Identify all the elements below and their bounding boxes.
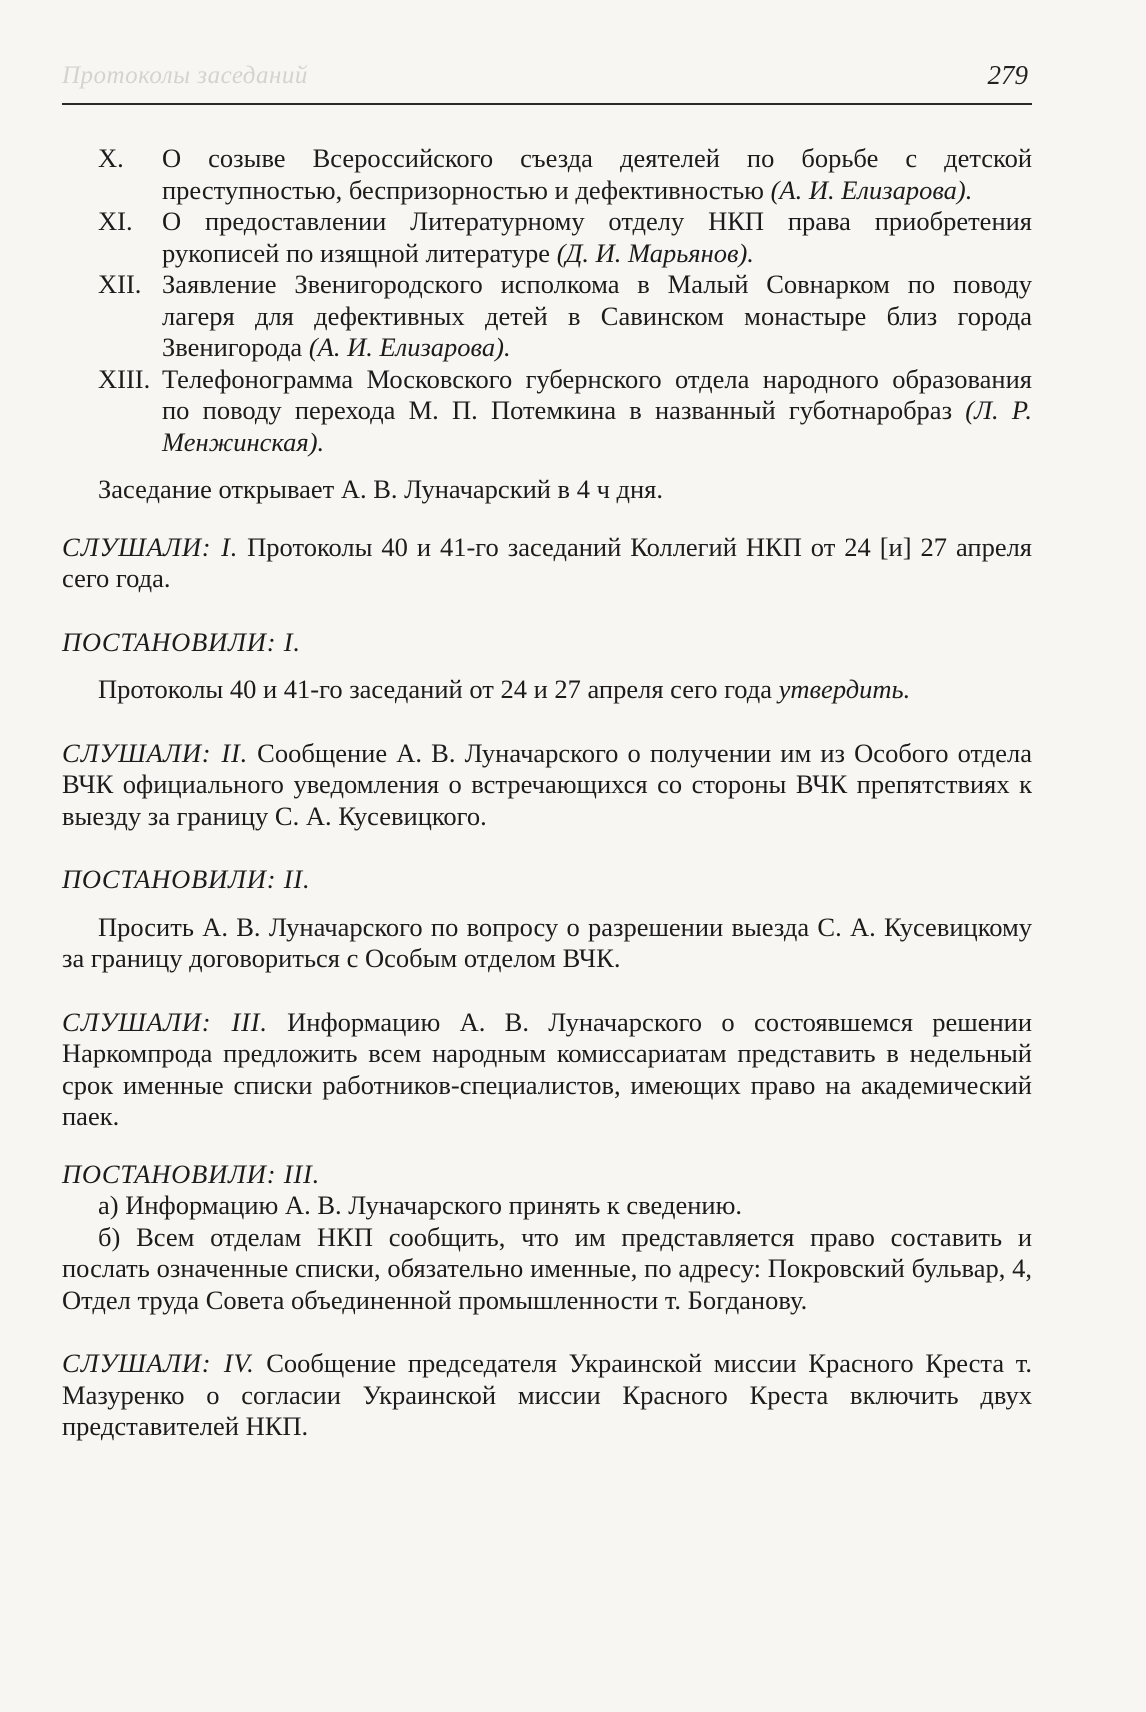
agenda-speaker: (Л. Р. Менжинская). [162,395,1033,457]
running-title: Протоколы заседаний [62,62,308,89]
resolved-1-label: ПОСТАНОВИЛИ: I. [62,626,301,657]
agenda-speaker: (А. И. Елизарова). [308,332,511,362]
agenda-text: О предоставлении Литературному отделу НКП права приобретения рукописей по изящной литературе (Д. И. Марьянов). [162,206,1032,268]
agenda-number: XI. [98,206,133,236]
heard-1: СЛУШАЛИ: I. Протоколы 40 и 41-го заседаний Коллегий НКП от 24 [и] 27 апреля сего года. [62,531,1032,593]
heard-label: СЛУШАЛИ: I. [62,531,239,562]
agenda-item [62,143,1032,206]
heard-2: СЛУШАЛИ: II. Сообщение А. В. Луначарского о получении им из Особого отдела ВЧК официального уведомления о встречающихся со стороны ВЧК препятствиях к выезду за границу С. А. Кусевицкого. [62,737,1033,831]
agenda-text: О созыве Всероссийского съезда деятелей по борьбе с детской преступностью, беспризорностью и дефективностью (А. И. Елизарова). [162,143,1032,205]
agenda-number: XII. [98,269,142,299]
header-rule [62,103,1032,105]
resolved-2-label: ПОСТАНОВИЛИ: II. [62,864,311,894]
agenda-speaker: (Д. И. Марьянов). [556,237,754,268]
heard-label: СЛУШАЛИ: IV. [62,1348,255,1378]
heard-4: СЛУШАЛИ: IV. Сообщение председателя Украинской миссии Красного Креста т. Мазуренко о согласии Украинской миссии Красного Креста включить двух представителей НКП. [62,1348,1033,1441]
resolved-1-text: Протоколы 40 и 41-го заседаний от 24 и 27 апреля сего года утвердить. [98,674,911,704]
agenda-text: Заявление Звенигородского исполкома в Малый Совнарком по поводу лагеря для дефективных детей в Савинском монастыре близ города Звенигорода (А. И. Елизарова). [162,269,1032,362]
heard-label: СЛУШАЛИ: II. [62,737,249,768]
agenda-item [62,364,1032,459]
page-number: 279 [987,60,1028,90]
heard-3: СЛУШАЛИ: III. Информацию А. В. Луначарского о состоявшемся решении Наркомпрода предложить всем народным комиссариатам представить в недельный срок именные списки работников-специалистов, имеющих право на академический паек. [62,1006,1032,1131]
agenda-number: XIII. [98,363,151,394]
resolved-3-b: б) Всем отделам НКП сообщить, что им представляется право составить и послать означенные списки, обязательно именные, по адресу: Покровский бульвар, 4, Отдел труда Совета объединенной промышленности т. Богданову. [62,1221,1032,1315]
agenda-number: X. [98,143,124,173]
resolved-3-a: а) Информацию А. В. Луначарского принять к сведению. [98,1190,742,1220]
resolved-2-text: Просить А. В. Луначарского по вопросу о разрешении выезда С. А. Кусевицкому за границу договориться с Особым отделом ВЧК. [62,911,1032,973]
page-content [62,143,1032,1443]
opening-statement: Заседание открывает А. В. Луначарский в 4 ч дня. [98,474,664,504]
agenda-text: Телефонограмма Московского губернского отдела народного образования по поводу перехода М. П. Потемкина в названный губотнаробраз (Л. Р. Менжинская). [162,363,1033,457]
agenda-speaker: (А. И. Елизарова). [770,174,973,205]
heard-label: СЛУШАЛИ: III. [62,1006,268,1037]
resolved-3-label: ПОСТАНОВИЛИ: III. [62,1158,321,1189]
page-header [62,56,1032,106]
agenda-item [62,206,1032,269]
agenda-item [62,269,1032,364]
